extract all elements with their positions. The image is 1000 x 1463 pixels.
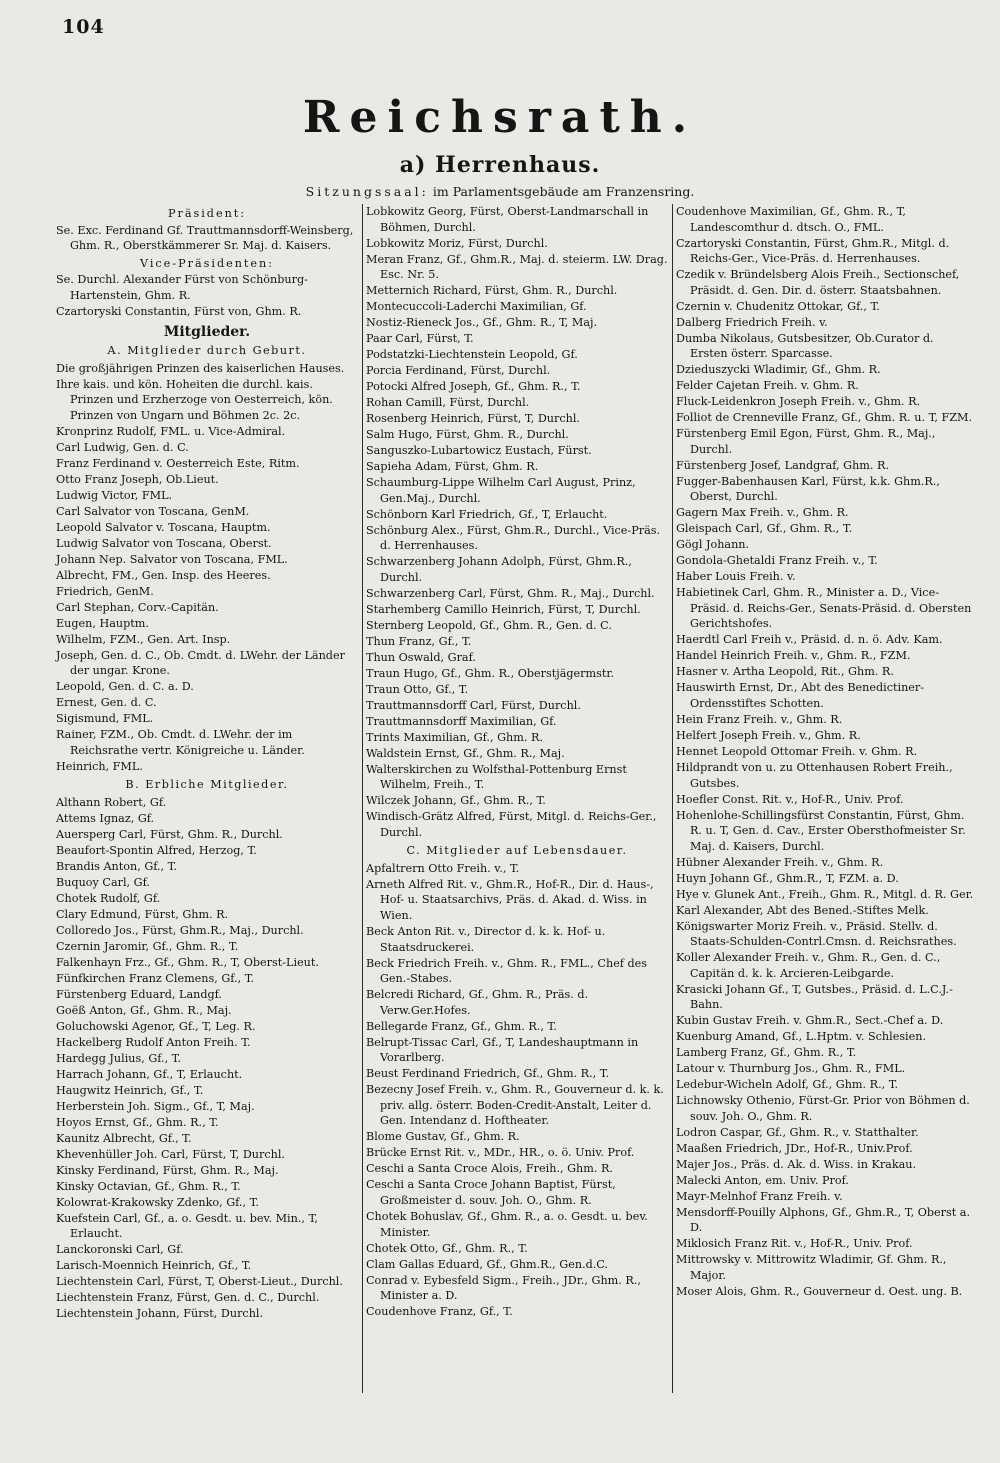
member-entry: Beck Anton Rit. v., Director d. k. k. Hof- u. Staatsdruckerei.	[366, 925, 606, 954]
member-entry: Hye v. Glunek Ant., Freih., Ghm. R., Mitgl. d. R. Ger.	[676, 887, 974, 901]
section-a-heading: A. Mitglieder durch Geburt.	[107, 344, 307, 358]
member-entry: Wilhelm, FZM., Gen. Art. Insp.	[56, 632, 231, 646]
member-entry: Beck Friedrich Freih. v., Ghm. R., FML., Chef des Gen.-Stabes.	[366, 956, 648, 986]
member-entry: Carl Ludwig, Gen. d. C.	[56, 440, 189, 454]
member-entry: Podstatzki-Liechtenstein Leopold, Gf.	[366, 348, 578, 362]
president-heading: Präsident:	[167, 207, 247, 220]
member-entry: Arneth Alfred Rit. v., Ghm.R., Hof-R., Dir. d. Haus-, Hof- u. Staatsarchivs, Präs. d. Akad. d. Wiss. in Wien.	[366, 877, 654, 923]
member-entry: Metternich Richard, Fürst, Ghm. R., Durchl.	[366, 284, 618, 298]
member-entry: Trauttmannsdorff Maximilian, Gf.	[366, 714, 557, 728]
member-entry: Salm Hugo, Fürst, Ghm. R., Durchl.	[366, 428, 569, 441]
member-entry: Walterskirchen zu Wolfsthal-Pottenburg Ernst Wilhelm, Freih., T.	[366, 762, 627, 792]
member-entry: Friedrich, GenM.	[56, 584, 154, 598]
president-entry: Se. Exc. Ferdinand Gf. Trauttmannsdorff-Weinsberg, Ghm. R., Oberstkämmerer Sr. Maj. d. Kaisers.	[56, 223, 354, 253]
member-entry: Thun Franz, Gf., T.	[366, 634, 472, 648]
member-entry: Buquoy Carl, Gf.	[56, 875, 150, 889]
member-entry: Hoefler Const. Rit. v., Hof-R., Univ. Prof.	[676, 792, 904, 806]
member-entry: Meran Franz, Gf., Ghm.R., Maj. d. steierm. LW. Drag. Esc. Nr. 5.	[366, 252, 668, 282]
member-entry: Paar Carl, Fürst, T.	[366, 332, 474, 346]
member-entry: Fürstenberg Josef, Landgraf, Ghm. R.	[676, 458, 890, 472]
member-entry: Coudenhove Maximilian, Gf., Ghm. R., T, Landescomthur d. dtsch. O., FML.	[676, 205, 906, 234]
member-entry: Ceschi a Santa Croce Alois, Freih., Ghm. R.	[366, 1162, 613, 1176]
column-1	[56, 204, 358, 1393]
section-b-list	[56, 795, 358, 1322]
member-entry: Gagern Max Freih. v., Ghm. R.	[676, 506, 849, 520]
member-entry: Trints Maximilian, Gf., Ghm. R.	[366, 730, 543, 744]
member-entry: Sigismund, FML.	[56, 712, 154, 726]
member-entry: Coudenhove Franz, Gf., T.	[366, 1305, 513, 1319]
member-entry: Czedik v. Bründelsberg Alois Freih., Sectionschef, Präsidt. d. Gen. Dir. d. österr. Staatsbahnen.	[676, 268, 960, 297]
member-entry: Bezecny Josef Freih. v., Ghm. R., Gouverneur d. k. k. priv. allg. österr. Boden-Credit-Anstalt, Leiter d. Gen. Intendanz d. Hoftheater.	[366, 1083, 664, 1128]
member-entry: Albrecht, FM., Gen. Insp. des Heeres.	[56, 568, 271, 582]
member-entry: Chotek Bohuslav, Gf., Ghm. R., a. o. Gesdt. u. bev. Minister.	[366, 1209, 648, 1239]
member-entry: Hübner Alexander Freih. v., Ghm. R.	[676, 855, 884, 869]
member-entry: Moser Alois, Ghm. R., Gouverneur d. Oest. ung. B.	[676, 1284, 963, 1298]
member-entry: Brücke Ernst Rit. v., MDr., HR., o. ö. Univ. Prof.	[366, 1146, 635, 1160]
member-entry: Porcia Ferdinand, Fürst, Durchl.	[366, 364, 551, 378]
member-entry: Harrach Johann, Gf., T, Erlaucht.	[56, 1067, 243, 1081]
member-entry: Wilczek Johann, Gf., Ghm. R., T.	[366, 794, 546, 808]
member-entry: Beust Ferdinand Friedrich, Gf., Ghm. R., T.	[366, 1067, 610, 1081]
member-entry: Starhemberg Camillo Heinrich, Fürst, T, Durchl.	[366, 602, 641, 616]
member-entry: Ledebur-Wicheln Adolf, Gf., Ghm. R., T.	[676, 1078, 899, 1092]
member-entry: Ernest, Gen. d. C.	[56, 696, 157, 710]
member-entry: Gondola-Ghetaldi Franz Freih. v., T.	[676, 554, 878, 568]
member-entry: Leopold Salvator v. Toscana, Hauptm.	[56, 520, 271, 534]
member-entry: Chotek Rudolf, Gf.	[56, 891, 161, 905]
member-entry: Kinsky Octavian, Gf., Ghm. R., T.	[56, 1179, 241, 1193]
member-entry: Haerdtl Carl Freih v., Präsid. d. n. ö. Adv. Kam.	[676, 633, 943, 647]
member-entry: Larisch-Moennich Heinrich, Gf., T.	[56, 1259, 252, 1273]
member-entry: Falkenhayn Frz., Gf., Ghm. R., T, Oberst-Lieut.	[56, 955, 319, 969]
vice-president-list	[56, 272, 358, 319]
member-entry: Heinrich, FML.	[56, 759, 143, 773]
member-entry: Hackelberg Rudolf Anton Freih. T.	[56, 1035, 251, 1049]
member-entry: Windisch-Grätz Alfred, Fürst, Mitgl. d. Reichs-Ger., Durchl.	[366, 810, 657, 839]
member-entry: Ceschi a Santa Croce Johann Baptist, Fürst, Großmeister d. souv. Joh. O., Ghm. R.	[366, 1178, 616, 1207]
member-entry: Handel Heinrich Freih. v., Ghm. R., FZM.	[676, 649, 911, 663]
member-entry: Mayr-Melnhof Franz Freih. v.	[676, 1189, 843, 1203]
member-entry: Habietinek Carl, Ghm. R., Minister a. D., Vice-Präsid. d. Reichs-Ger., Senats-Präsid. d. Obersten Gerichtshofes.	[676, 586, 972, 631]
member-entry: Auersperg Carl, Fürst, Ghm. R., Durchl.	[56, 827, 283, 841]
member-entry: Dzieduszycki Wladimir, Gf., Ghm. R.	[676, 363, 881, 377]
member-entry: Blome Gustav, Gf., Ghm. R.	[366, 1130, 520, 1144]
member-entry: Se. Durchl. Alexander Fürst von Schönburg-Hartenstein, Ghm. R.	[56, 273, 308, 302]
member-entry: Lodron Caspar, Gf., Ghm. R., v. Statthalter.	[676, 1125, 919, 1139]
member-entry: Sanguszko-Lubartowicz Eustach, Fürst.	[366, 443, 592, 457]
section-a-list	[56, 361, 358, 775]
member-entry: Goluchowski Agenor, Gf., T, Leg. R.	[56, 1019, 256, 1033]
member-entry: Traun Hugo, Gf., Ghm. R., Oberstjägermstr.	[366, 666, 615, 680]
member-entry: Schönburg Alex., Fürst, Ghm.R., Durchl., Vice-Präs. d. Herrenhauses.	[366, 523, 661, 553]
member-entry: Kronprinz Rudolf, FML. u. Vice-Admiral.	[56, 424, 286, 438]
member-entry: Attems Ignaz, Gf.	[56, 811, 155, 825]
member-entry: Königswarter Moriz Freih. v., Präsid. Stellv. d. Staats-Schulden-Contrl.Cmsn. d. Reichsrathes.	[676, 919, 957, 949]
session-hall-line	[0, 184, 1000, 199]
member-entry: Schönborn Karl Friedrich, Gf., T, Erlaucht.	[366, 507, 608, 521]
member-entry: Chotek Otto, Gf., Ghm. R., T.	[366, 1241, 528, 1255]
member-entry: Ihre kais. und kön. Hoheiten die durchl. kais. Prinzen und Erzherzoge von Oesterreich, kön. Prinzen von Ungarn und Böhmen 2c. 2c.	[56, 377, 333, 422]
member-entry: Carl Stephan, Corv.-Capitän.	[56, 600, 219, 614]
member-entry: Hasner v. Artha Leopold, Rit., Ghm. R.	[676, 665, 894, 679]
member-entry: Potocki Alfred Joseph, Gf., Ghm. R., T.	[366, 380, 581, 394]
member-entry: Lichnowsky Othenio, Fürst-Gr. Prior von Böhmen d. souv. Joh. O., Ghm. R.	[676, 1094, 970, 1123]
member-entry: Hoyos Ernst, Gf., Ghm. R., T.	[56, 1115, 219, 1129]
member-entry: Trauttmannsdorff Carl, Fürst, Durchl.	[366, 698, 581, 712]
member-entry: Belcredi Richard, Gf., Ghm. R., Präs. d. Verw.Ger.Hofes.	[366, 988, 589, 1017]
member-entry: Hohenlohe-Schillingsfürst Constantin, Fürst, Ghm. R. u. T, Gen. d. Cav., Erster Obersthofmeister Sr. Maj. d. Kaisers, Durchl.	[676, 808, 966, 853]
member-entry: Thun Oswald, Graf.	[366, 650, 476, 664]
member-entry: Liechtenstein Carl, Fürst, T, Oberst-Lieut., Durchl.	[56, 1275, 343, 1289]
member-entry: Koller Alexander Freih. v., Ghm. R., Gen. d. C., Capitän d. k. k. Arcieren-Leibgarde.	[676, 951, 941, 980]
member-entry: Dumba Nikolaus, Gutsbesitzer, Ob.Curator d. Ersten österr. Sparcasse.	[676, 331, 934, 361]
member-entry: Felder Cajetan Freih. v. Ghm. R.	[676, 379, 859, 393]
member-entry: Lobkowitz Georg, Fürst, Oberst-Landmarschall in Böhmen, Durchl.	[366, 205, 649, 234]
member-entry: Malecki Anton, em. Univ. Prof.	[676, 1173, 849, 1187]
member-entry: Waldstein Ernst, Gf., Ghm. R., Maj.	[366, 746, 565, 760]
member-entry: Kuefstein Carl, Gf., a. o. Gesdt. u. bev. Min., T, Erlaucht.	[56, 1211, 318, 1241]
member-entry: Apfaltrern Otto Freih. v., T.	[366, 861, 520, 875]
member-entry: Eugen, Hauptm.	[56, 616, 149, 630]
member-entry: Fugger-Babenhausen Karl, Fürst, k.k. Ghm.R., Oberst, Durchl.	[676, 474, 940, 504]
member-entry: Gleispach Carl, Gf., Ghm. R., T.	[676, 522, 853, 536]
member-entry: Althann Robert, Gf.	[56, 795, 167, 809]
member-entry: Czartoryski Constantin, Fürst, Ghm.R., Mitgl. d. Reichs-Ger., Vice-Präs. d. Herrenhauses.	[676, 236, 950, 266]
member-entry: Herberstein Joh. Sigm., Gf., T, Maj.	[56, 1099, 255, 1113]
member-entry: Colloredo Jos., Fürst, Ghm.R., Maj., Durchl.	[56, 923, 304, 937]
member-entry: Mittrowsky v. Mittrowitz Wladimir, Gf. Ghm. R., Major.	[676, 1253, 947, 1282]
members-heading: Mitglieder.	[163, 323, 251, 340]
member-entry: Leopold, Gen. d. C. a. D.	[56, 680, 194, 694]
member-entry: Franz Ferdinand v. Oesterreich Este, Ritm.	[56, 456, 300, 470]
member-entry: Kolowrat-Krakowsky Zdenko, Gf., T.	[56, 1195, 259, 1209]
member-entry: Latour v. Thurnburg Jos., Ghm. R., FML.	[676, 1062, 906, 1076]
member-entry: Khevenhüller Joh. Carl, Fürst, T, Durchl.	[56, 1147, 285, 1161]
member-entry: Fürstenberg Eduard, Landgf.	[56, 987, 222, 1001]
page-title: Reichsrath.	[302, 92, 698, 143]
member-entry: Haugwitz Heinrich, Gf., T.	[56, 1083, 204, 1097]
member-entry: Kinsky Ferdinand, Fürst, Ghm. R., Maj.	[56, 1163, 279, 1177]
member-entry: Die großjährigen Prinzen des kaiserlichen Hauses.	[56, 361, 345, 375]
member-entry: Hildprandt von u. zu Ottenhausen Robert Freih., Gutsbes.	[676, 760, 953, 790]
member-entry: Sapieha Adam, Fürst, Ghm. R.	[366, 459, 539, 473]
member-entry: Schaumburg-Lippe Wilhelm Carl August, Prinz, Gen.Maj., Durchl.	[366, 475, 636, 505]
member-entry: Johann Nep. Salvator von Toscana, FML.	[56, 552, 288, 566]
member-entry: Belrupt-Tissac Carl, Gf., T, Landeshauptmann in Vorarlberg.	[366, 1035, 639, 1065]
member-entry: Nostiz-Rieneck Jos., Gf., Ghm. R., T, Maj.	[366, 316, 598, 330]
member-entry: Mensdorff-Pouilly Alphons, Gf., Ghm.R., T, Oberst a. D.	[676, 1205, 971, 1235]
member-entry: Kaunitz Albrecht, Gf., T.	[56, 1131, 192, 1145]
member-entry: Liechtenstein Johann, Fürst, Durchl.	[56, 1307, 264, 1321]
vice-president-heading: Vice-Präsidenten:	[139, 256, 275, 270]
member-entry: Helfert Joseph Freih. v., Ghm. R.	[676, 728, 861, 742]
page-number: 104	[62, 16, 105, 38]
member-entry: Fluck-Leidenkron Joseph Freih. v., Ghm. R.	[676, 395, 921, 409]
session-place: im Parlamentsgebäude am Franzensring.	[432, 184, 695, 199]
member-entry: Lamberg Franz, Gf., Ghm. R., T.	[676, 1046, 857, 1060]
member-entry: Hein Franz Freih. v., Ghm. R.	[676, 712, 843, 726]
member-entry: Hauswirth Ernst, Dr., Abt des Benedictiner-Ordensstiftes Schotten.	[676, 681, 925, 710]
member-entry: Schwarzenberg Johann Adolph, Fürst, Ghm.R., Durchl.	[366, 555, 632, 584]
member-entry: Maaßen Friedrich, JDr., Hof-R., Univ.Prof.	[676, 1141, 913, 1155]
member-entry: Liechtenstein Franz, Fürst, Gen. d. C., Durchl.	[56, 1291, 320, 1305]
member-entry: Gögl Johann.	[676, 538, 750, 552]
member-entry: Sternberg Leopold, Gf., Ghm. R., Gen. d. C.	[366, 618, 612, 632]
column-3	[676, 204, 974, 1393]
member-entry: Clary Edmund, Fürst, Ghm. R.	[56, 907, 229, 921]
member-entry: Huyn Johann Gf., Ghm.R., T, FZM. a. D.	[676, 871, 899, 885]
member-entry: Miklosich Franz Rit. v., Hof-R., Univ. Prof.	[676, 1237, 913, 1251]
member-entry: Rainer, FZM., Ob. Cmdt. d. LWehr. der im Reichsrathe vertr. Königreiche u. Länder.	[56, 728, 305, 757]
member-entry: Haber Louis Freih. v.	[676, 570, 796, 584]
member-entry: Montecuccoli-Laderchi Maximilian, Gf.	[366, 300, 587, 314]
member-entry: Clam Gallas Eduard, Gf., Ghm.R., Gen.d.C.	[366, 1257, 609, 1271]
member-entry: Czernin v. Chudenitz Ottokar, Gf., T.	[676, 299, 880, 313]
member-entry: Beaufort-Spontin Alfred, Herzog, T.	[56, 843, 257, 857]
member-entry: Folliot de Crenneville Franz, Gf., Ghm. R. u. T, FZM.	[676, 411, 973, 425]
member-entry: Ludwig Victor, FML.	[56, 488, 173, 502]
member-entry: Otto Franz Joseph, Ob.Lieut.	[56, 472, 219, 486]
member-entry: Lobkowitz Moriz, Fürst, Durchl.	[366, 236, 548, 250]
member-entry: Goëß Anton, Gf., Ghm. R., Maj.	[56, 1003, 232, 1017]
member-entry: Krasicki Johann Gf., T, Gutsbes., Präsid. d. L.C.J.-Bahn.	[676, 982, 953, 1012]
column-2	[366, 204, 668, 1393]
member-entry: Kuenburg Amand, Gf., L.Hptm. v. Schlesien.	[676, 1030, 927, 1044]
member-entry: Hennet Leopold Ottomar Freih. v. Ghm. R.	[676, 744, 918, 758]
member-entry: Ludwig Salvator von Toscana, Oberst.	[56, 536, 272, 550]
member-entry: Majer Jos., Präs. d. Ak. d. Wiss. in Krakau.	[676, 1157, 917, 1171]
member-entry: Karl Alexander, Abt des Bened.-Stiftes Melk.	[676, 903, 929, 917]
member-entry: Czartoryski Constantin, Fürst von, Ghm. R.	[56, 304, 302, 318]
member-entry: Kubin Gustav Freih. v. Ghm.R., Sect.-Chef a. D.	[676, 1014, 944, 1028]
member-entry: Lanckoronski Carl, Gf.	[56, 1243, 184, 1257]
section-b-list-continued	[366, 204, 668, 840]
member-entry: Czernin Jaromir, Gf., Ghm. R., T.	[56, 939, 239, 953]
member-entry: Conrad v. Eybesfeld Sigm., Freih., JDr., Ghm. R., Minister a. D.	[366, 1273, 641, 1303]
member-entry: Joseph, Gen. d. C., Ob. Cmdt. d. LWehr. der Länder der ungar. Krone.	[56, 648, 345, 678]
member-entry: Bellegarde Franz, Gf., Ghm. R., T.	[366, 1019, 557, 1033]
section-c-heading: C. Mitglieder auf Lebensdauer.	[406, 844, 628, 858]
section-b-heading: B. Erbliche Mitglieder.	[125, 778, 289, 792]
member-entry: Brandis Anton, Gf., T.	[56, 859, 178, 873]
column-divider	[362, 204, 363, 1393]
member-entry: Traun Otto, Gf., T.	[366, 682, 469, 696]
member-entry: Fürstenberg Emil Egon, Fürst, Ghm. R., Maj., Durchl.	[676, 427, 936, 456]
section-c-list	[366, 861, 668, 1320]
column-divider	[672, 204, 673, 1393]
member-entry: Fünfkirchen Franz Clemens, Gf., T.	[56, 971, 255, 985]
member-entry: Hardegg Julius, Gf., T.	[56, 1051, 182, 1065]
session-label: Sitzungssaal:	[305, 184, 429, 199]
member-entry: Rohan Camill, Fürst, Durchl.	[366, 396, 530, 410]
member-entry: Carl Salvator von Toscana, GenM.	[56, 504, 250, 518]
member-entry: Schwarzenberg Carl, Fürst, Ghm. R., Maj., Durchl.	[366, 586, 655, 600]
member-entry: Dalberg Friedrich Freih. v.	[676, 315, 828, 329]
member-entry: Rosenberg Heinrich, Fürst, T, Durchl.	[366, 412, 580, 426]
section-title: a) Herrenhaus.	[399, 152, 601, 178]
section-c-list-continued	[676, 204, 974, 1300]
